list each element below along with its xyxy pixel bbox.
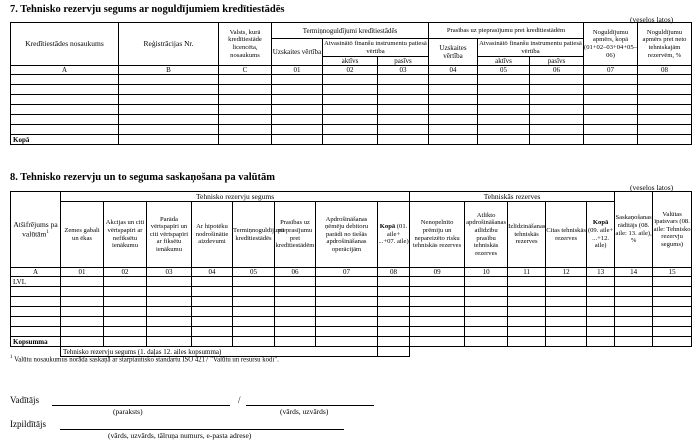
- name-caption: (vārds, uzvārds): [280, 407, 329, 416]
- executor-caption: (vārds, uzvārds, tālruņa numurs, e-pasta adrese): [108, 431, 252, 440]
- header-book-value-7a: Uzskaites vērtība: [272, 39, 323, 66]
- code-cell: 12: [546, 268, 587, 277]
- section7-code-row: [11, 66, 692, 75]
- header-unearned-premiums: Nenopelnīto prēmiju un nepareizēto risku tehniskās rezerves: [410, 202, 465, 268]
- code-cell: 08: [638, 66, 692, 75]
- currency-lvl: LVL: [11, 277, 61, 287]
- code-cell: 08: [378, 268, 410, 277]
- table-row: [11, 105, 692, 115]
- code-cell: B: [119, 66, 219, 75]
- code-cell: 09: [410, 268, 465, 277]
- section7-table: [10, 22, 692, 145]
- signature-slash: /: [238, 395, 241, 405]
- header-debt-securities: Parāda vērtspapīri un citi vērtspapīri ar fiksētu ienākumu: [147, 202, 192, 268]
- header-liabilities-7b: pasīvs: [530, 57, 584, 66]
- header-land-buildings: Zemes gabali un ēkas: [61, 202, 104, 268]
- table-row: [11, 95, 692, 105]
- table-row: [11, 277, 692, 287]
- header-assets-7a: aktīvs: [323, 57, 378, 66]
- header-matching-ratio: Saskaņošanas rādītājs (08. aile: 13. aile), %: [615, 192, 653, 268]
- header-outstanding-claims: Atlikto apdrošināšanas atlīdzību prasību tehniskās rezerves: [465, 202, 508, 268]
- code-cell: 11: [508, 268, 546, 277]
- header-shares: Akcijas un citi vērtspapīri ar nefiksētu ienākumu: [104, 202, 147, 268]
- section7-total-row: [11, 135, 692, 145]
- code-cell: 10: [465, 268, 508, 277]
- header-reserves-total: Kopā (09. aile+ ...+12. aile): [587, 202, 615, 268]
- coverage-row-label: Tehnisko rezervju segums (1. daļas 12. ailes kopsumma): [61, 347, 378, 357]
- header-coverage: Tehnisko rezervju segums: [61, 192, 410, 202]
- section7-units: (veselos latos): [630, 15, 674, 24]
- header-other-reserves: Citas tehniskās rezerves: [546, 202, 587, 268]
- code-cell: 07: [584, 66, 638, 75]
- code-cell: 05: [478, 66, 530, 75]
- section7-title: 7. Tehnisko rezervju segums ar noguldījumiem kredītiestādēs: [10, 4, 285, 15]
- header-assets-7b: aktīvs: [478, 57, 530, 66]
- table-row: [11, 307, 692, 317]
- sum-label: Kopsumma: [11, 337, 61, 347]
- code-cell: 03: [378, 66, 429, 75]
- table-row: [11, 75, 692, 85]
- executor-line[interactable]: [60, 429, 344, 430]
- header-deposits-pct: Noguldījumu apmērs pret neto tehniskajām rezervēm, %: [638, 23, 692, 66]
- section8-sum-row: [11, 337, 692, 347]
- code-cell: 02: [104, 268, 147, 277]
- header-bank-name: Kredītiestādes nosaukums: [11, 23, 119, 66]
- code-cell: 13: [587, 268, 615, 277]
- manager-signature-line[interactable]: [52, 405, 230, 406]
- header-country: Valsts, kurā kredītiestāde licencēta, nosaukums: [219, 23, 272, 66]
- header-currency: Atšifrējums pa valūtām$^1$: [11, 192, 61, 268]
- header-reg-no: Reģistrācijas Nr.: [119, 23, 219, 66]
- code-cell: C: [219, 66, 272, 75]
- code-cell: A: [11, 66, 119, 75]
- header-demand-claims: Prasības uz pieprasījumu pret kredītiestādēm: [275, 202, 316, 268]
- header-liabilities-7a: pasīvs: [378, 57, 429, 66]
- code-cell: A: [11, 268, 61, 277]
- code-cell: 04: [192, 268, 233, 277]
- header-currency-share: Valūtas īpatsvars (08. aile: Tehnisko rezervju segums): [653, 192, 692, 268]
- header-equalization: Izlīdzināšanas tehniskās rezerves: [508, 202, 546, 268]
- table-row: [11, 115, 692, 125]
- header-coverage-total: Kopā (01. aile+ ...+07. aile): [378, 202, 410, 268]
- code-cell: 07: [316, 268, 378, 277]
- header-term-deposits: Termiņnoguldījumi kredītiestādēs: [272, 23, 429, 39]
- code-cell: 02: [323, 66, 378, 75]
- header-mortgage-loans: Ar hipotēku nodrošinātie aizdevumi: [192, 202, 233, 268]
- header-book-value-7b: Uzskaites vērtība: [429, 39, 478, 66]
- table-row: [11, 327, 692, 337]
- code-cell: 01: [272, 66, 323, 75]
- table-row: [11, 297, 692, 307]
- code-cell: 06: [530, 66, 584, 75]
- manager-name-line[interactable]: [246, 405, 374, 406]
- code-cell: 05: [233, 268, 275, 277]
- code-cell: 01: [61, 268, 104, 277]
- signature-caption: (paraksts): [113, 407, 143, 416]
- section8-units: (veselos latos): [630, 183, 674, 192]
- section8-code-row: [11, 268, 692, 277]
- executor-label: Izpildītājs: [10, 419, 46, 429]
- header-policyholder-debts: Apdrošināšanas ņēmēju debitoru parādi no tiešās apdrošināšanas operācijām: [316, 202, 378, 268]
- table-row: [11, 85, 692, 95]
- section8-table: [10, 191, 692, 357]
- header-revalued-7a: Atvasinātō finanšu instrumentu patiesā vērtība: [324, 39, 427, 55]
- table-row: [11, 317, 692, 327]
- code-cell: 14: [615, 268, 653, 277]
- code-cell: 03: [147, 268, 192, 277]
- code-cell: 04: [429, 66, 478, 75]
- code-cell: 15: [653, 268, 692, 277]
- section8-title: 8. Tehnisko rezervju un to seguma saskaņošana pa valūtām: [10, 172, 275, 183]
- header-total-deposits: Noguldījumu apmērs, kopā (01+02–03+04+05–06): [584, 23, 638, 66]
- header-revalued-7b: Atvasinātō finanšu instrumentu patiesā vērtība: [479, 39, 582, 55]
- footnote: $^1$ Valūtu nosaukumus norāda saskaņā ar starptautisko standartu ISO 4217 "Valūtu un resursu kodi".: [10, 355, 279, 364]
- table-row: [11, 125, 692, 135]
- code-cell: 06: [275, 268, 316, 277]
- table-row: [11, 287, 692, 297]
- header-claims: Prasības uz pieprasījumu pret kredītiestādēm: [429, 23, 584, 39]
- header-tech-reserves: Tehniskās rezerves: [410, 192, 615, 202]
- manager-label: Vadītājs: [10, 395, 39, 405]
- header-term-deposits: Termiņnoguldījumi kredītiestādēs: [233, 202, 275, 268]
- total-label: Kopā: [11, 135, 119, 145]
